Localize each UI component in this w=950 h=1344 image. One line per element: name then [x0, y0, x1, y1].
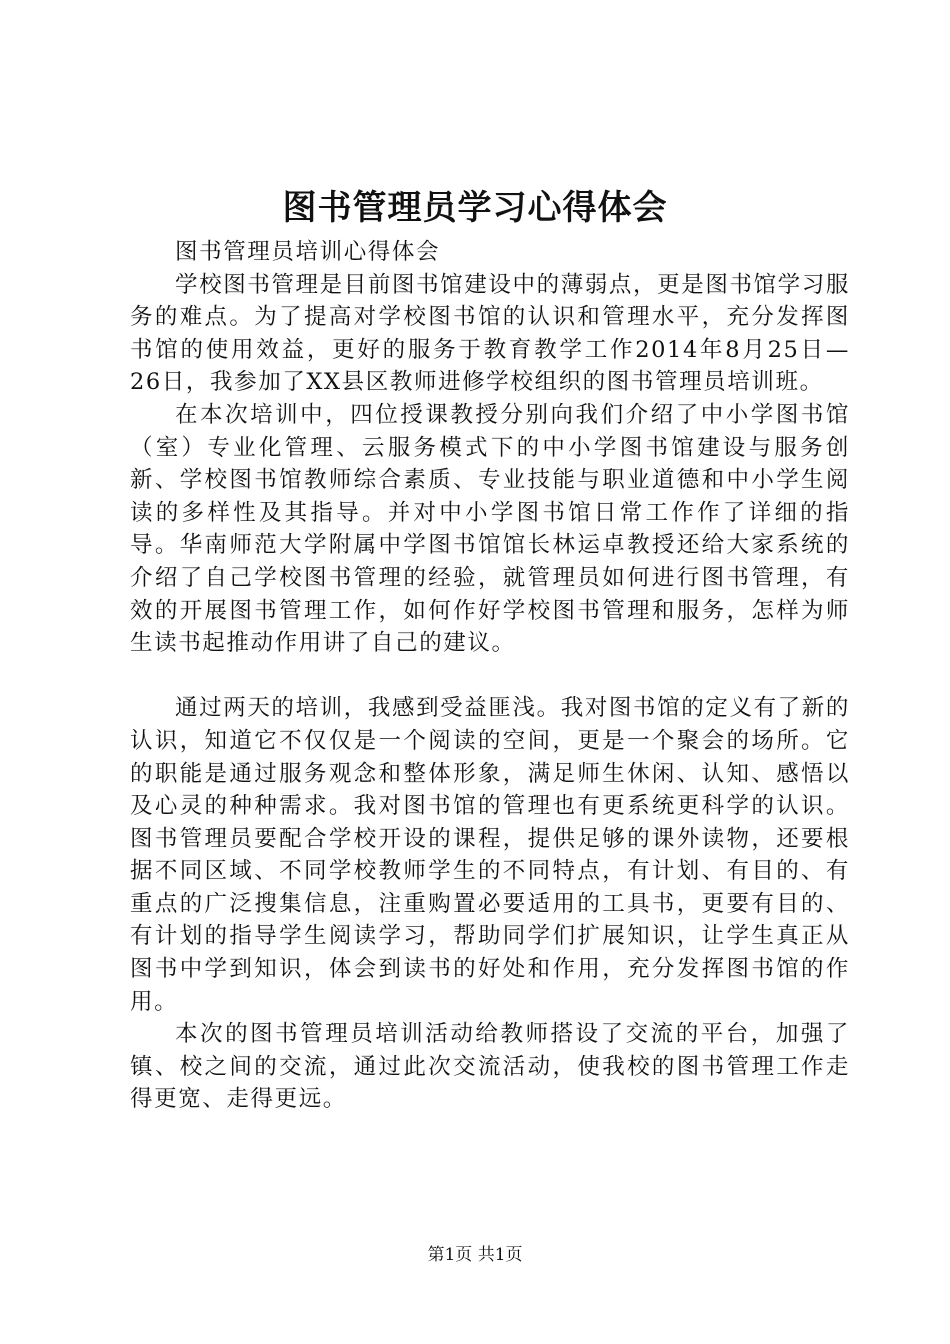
document-title: 图书管理员学习心得体会: [282, 188, 668, 228]
body-paragraph-4: 本次的图书管理员培训活动给教师搭设了交流的平台，加强了镇、校之间的交流，通过此次交流活动，使我校的图书管理工作走得更宽、走得更远。: [130, 1021, 850, 1113]
subtitle-paragraph: 图书管理员培训心得体会: [175, 239, 441, 265]
page-number-footer: 第1页 共1页: [427, 1245, 523, 1265]
body-paragraph-2: 在本次培训中，四位授课教授分别向我们介绍了中小学图书馆（室）专业化管理、云服务模式下的中小学图书馆建设与服务创新、学校图书馆教师综合素质、专业技能与职业道德和中小学生阅读的多样性及其指导。并对中小学图书馆日常工作作了详细的指导。华南师范大学附属中学图书馆馆长林运卓教授还给大家系统的介绍了自己学校图书管理的经验，就管理员如何进行图书管理，有效的开展图书管理工作，如何作好学校图书管理和服务，怎样为师生读书起推动作用讲了自己的建议。: [130, 401, 850, 657]
document-body: [130, 236, 850, 1116]
body-paragraph-1: 学校图书管理是目前图书馆建设中的薄弱点，更是图书馆学习服务的难点。为了提高对学校图书馆的认识和管理水平，充分发挥图书馆的使用效益，更好的服务于教育教学工作2014年8月25日—26日，我参加了XX县区教师进修学校组织的图书管理员培训班。: [130, 271, 850, 396]
body-paragraph-3: 通过两天的培训，我感到受益匪浅。我对图书馆的定义有了新的认识，知道它不仅仅是一个阅读的空间，更是一个聚会的场所。它的职能是通过服务观念和整体形象，满足师生休闲、认知、感悟以及心灵的种种需求。我对图书馆的管理也有更系统更科学的认识。图书管理员要配合学校开设的课程，提供足够的课外读物，还要根据不同区域、不同学校教师学生的不同特点，有计划、有目的、有重点的广泛搜集信息，注重购置必要适用的工具书，更要有目的、有计划的指导学生阅读学习，帮助同学们扩展知识，让学生真正从图书中学到知识，体会到读书的好处和作用，充分发挥图书馆的作用。: [130, 695, 850, 1015]
